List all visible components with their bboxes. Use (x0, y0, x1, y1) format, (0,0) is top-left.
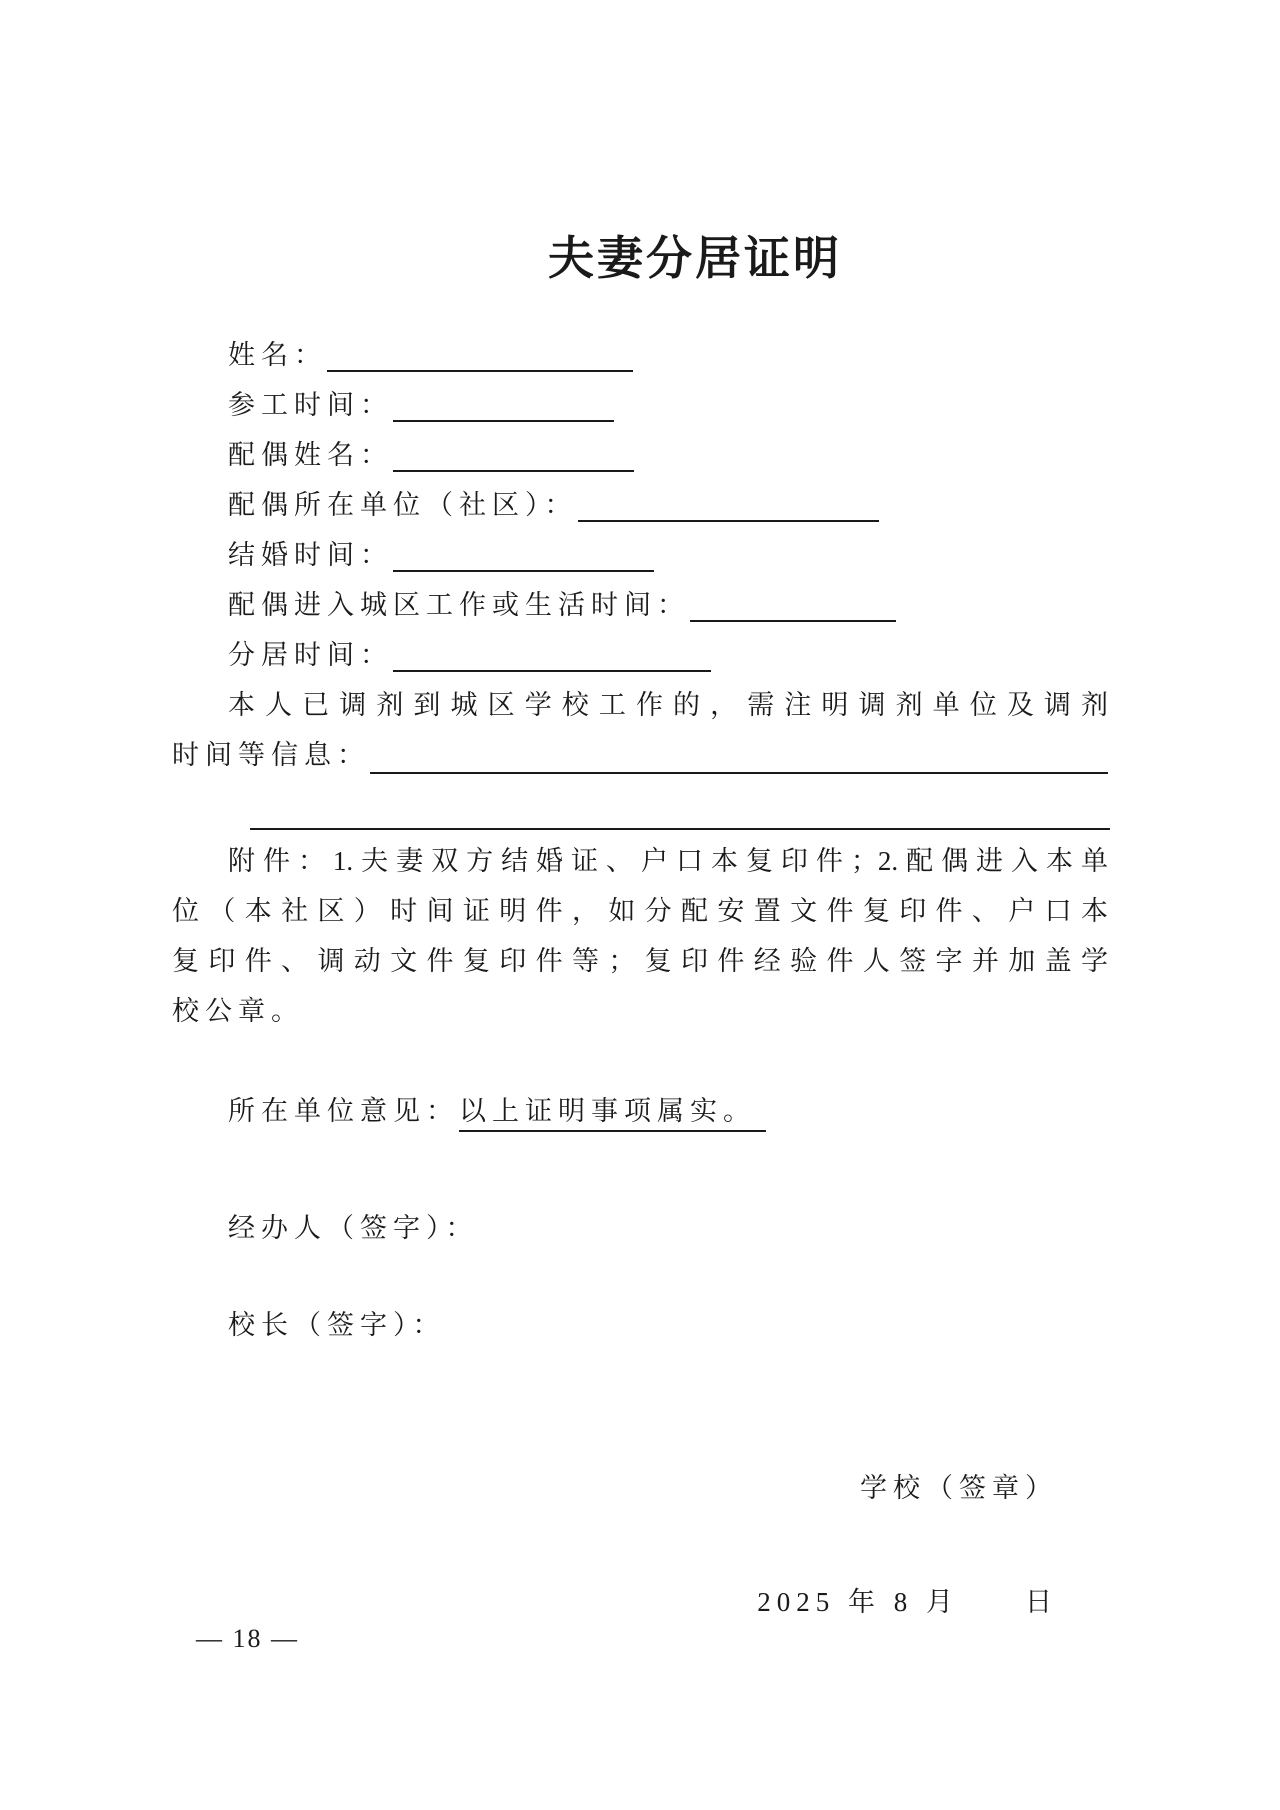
school-seal-label: 学校（签章） (860, 1473, 1058, 1503)
handler-signature-label: 经办人（签字）： (228, 1213, 479, 1243)
field-work-start-time (172, 380, 1108, 430)
field-spouse-city-time (172, 580, 1108, 630)
field-marriage-time-blank (393, 570, 654, 572)
field-work-start-time-label: 参工时间： (228, 390, 393, 420)
unit-opinion-label: 所在单位意见： (228, 1096, 459, 1126)
unit-opinion-value: 以上证明事项属实。 (459, 1096, 766, 1132)
page-title: 夫妻分居证明 (548, 233, 842, 284)
field-marriage-time-label: 结婚时间： (228, 540, 393, 570)
attachments-line: 附件：1.夫妻双方结婚证、户口本复印件；2.配偶进入本单 (228, 846, 1108, 876)
unit-opinion (172, 1086, 1164, 1136)
principal-signature-label: 校长（签字）： (228, 1310, 446, 1340)
field-spouse-unit-label: 配偶所在单位（社区）： (228, 490, 578, 520)
field-spouse-unit-blank (578, 520, 879, 522)
field-spouse-name-blank (393, 470, 634, 472)
field-name-blank (327, 370, 633, 372)
attachments-line: 位（本社区）时间证明件，如分配安置文件复印件、户口本 (172, 896, 1108, 926)
field-separation-time-label: 分居时间： (228, 640, 393, 670)
field-spouse-city-time-blank (690, 620, 896, 622)
field-spouse-name (172, 430, 1108, 480)
transfer-note-label: 时间等信息： (172, 740, 370, 770)
page-number: — 18 — (196, 1624, 299, 1653)
transfer-note-line1: 本人已调剂到城区学校工作的，需注明调剂单位及调剂 (228, 690, 1108, 720)
attachments-line: 校公章。 (172, 996, 304, 1026)
field-name-label: 姓名： (228, 340, 327, 370)
issue-date: 2025 年 8 月 日 (757, 1587, 1058, 1617)
attachments-paragraph (172, 836, 1108, 1036)
form-fields (172, 330, 1108, 780)
field-separation-time (172, 630, 1108, 680)
field-separation-time-blank (393, 670, 711, 672)
field-spouse-unit (172, 480, 1108, 530)
field-spouse-name-label: 配偶姓名： (228, 440, 393, 470)
field-spouse-city-time-label: 配偶进入城区工作或生活时间： (228, 590, 690, 620)
attachments-line: 复印件、调动文件复印件等；复印件经验件人签字并加盖学 (172, 946, 1108, 976)
transfer-note-line2 (172, 730, 1108, 780)
field-name (172, 330, 1108, 380)
transfer-note-blank (370, 730, 1108, 774)
field-work-start-time-blank (393, 420, 614, 422)
school-seal-block (757, 1400, 1058, 1690)
extra-blank-rule (250, 800, 1110, 830)
field-marriage-time (172, 530, 1108, 580)
